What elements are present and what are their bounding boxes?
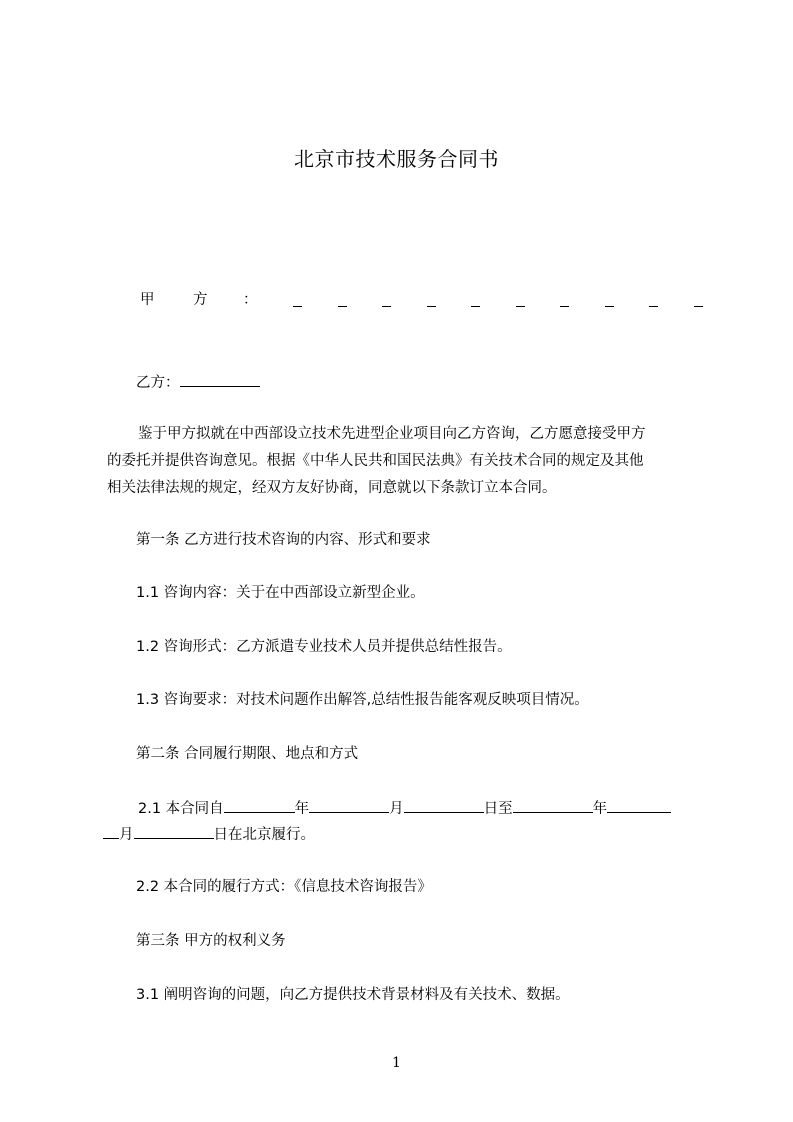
party-b-blank-field <box>180 372 260 387</box>
article-2-item-2: 2.2 本合同的履行方式：《信息技术咨询报告》 <box>136 879 432 895</box>
end-day-blank <box>134 824 214 839</box>
article-1-item-3: 1.3 咨询要求：对技术问题作出解答,总结性报告能客观反映项目情况。 <box>136 692 589 708</box>
start-month-blank <box>309 798 389 813</box>
article-3-item-1: 3.1 阐明咨询的问题，向乙方提供技术背景材料及有关技术、数据。 <box>136 987 570 1003</box>
intro-line-1: 鉴于甲方拟就在中西部设立技术先进型企业项目向乙方咨询，乙方愿意接受甲方 <box>138 426 646 442</box>
end-year-blank <box>513 798 593 813</box>
party-a-label <box>140 290 258 310</box>
article-3-heading: 第三条 甲方的权利义务 <box>136 933 286 949</box>
page-number: 1 <box>392 1055 401 1071</box>
article-2-heading: 第二条 合同履行期限、地点和方式 <box>136 746 359 762</box>
start-year-blank <box>224 798 295 813</box>
party-a-label-char-2: 方 <box>193 292 208 308</box>
intro-line-3: 相关法律法规的规定，经双方友好协商，同意就以下条款订立本合同。 <box>107 480 557 496</box>
document-title: 北京市技术服务合同书 <box>294 147 499 171</box>
article-2-item-1-prefix: 2.1 本合同自 <box>138 801 224 817</box>
end-month-blank-part-1 <box>607 798 671 813</box>
article-1-item-2: 1.2 咨询形式：乙方派遣专业技术人员并提供总结性报告。 <box>136 639 512 655</box>
article-2-item-1-line-2 <box>103 824 315 845</box>
start-day-blank <box>404 798 484 813</box>
start-year-label: 年 <box>294 801 310 817</box>
intro-line-2: 的委托并提供咨询意见。根据《中华人民共和国民法典》有关技术合同的规定及其他 <box>107 453 644 469</box>
end-year-label: 年 <box>592 801 608 817</box>
party-b-label: 乙方： <box>136 375 180 391</box>
start-month-label: 月 <box>389 801 404 817</box>
article-1-heading: 第一条 乙方进行技术咨询的内容、形式和要求 <box>136 532 431 548</box>
party-a-colon: ： <box>243 292 258 308</box>
party-b-line <box>136 372 260 393</box>
end-month-label: 月 <box>119 827 134 843</box>
end-month-blank-part-2 <box>103 824 119 839</box>
day-to-label: 日至 <box>483 801 513 817</box>
article-2-item-1-suffix: 日在北京履行。 <box>213 827 315 843</box>
article-2-item-1-line-1 <box>138 798 671 819</box>
party-a-blank-field <box>293 290 703 307</box>
intro-paragraph <box>107 421 703 502</box>
article-1-item-1: 1.1 咨询内容：关于在中西部设立新型企业。 <box>136 585 425 601</box>
party-a-label-char-1: 甲 <box>140 292 155 308</box>
